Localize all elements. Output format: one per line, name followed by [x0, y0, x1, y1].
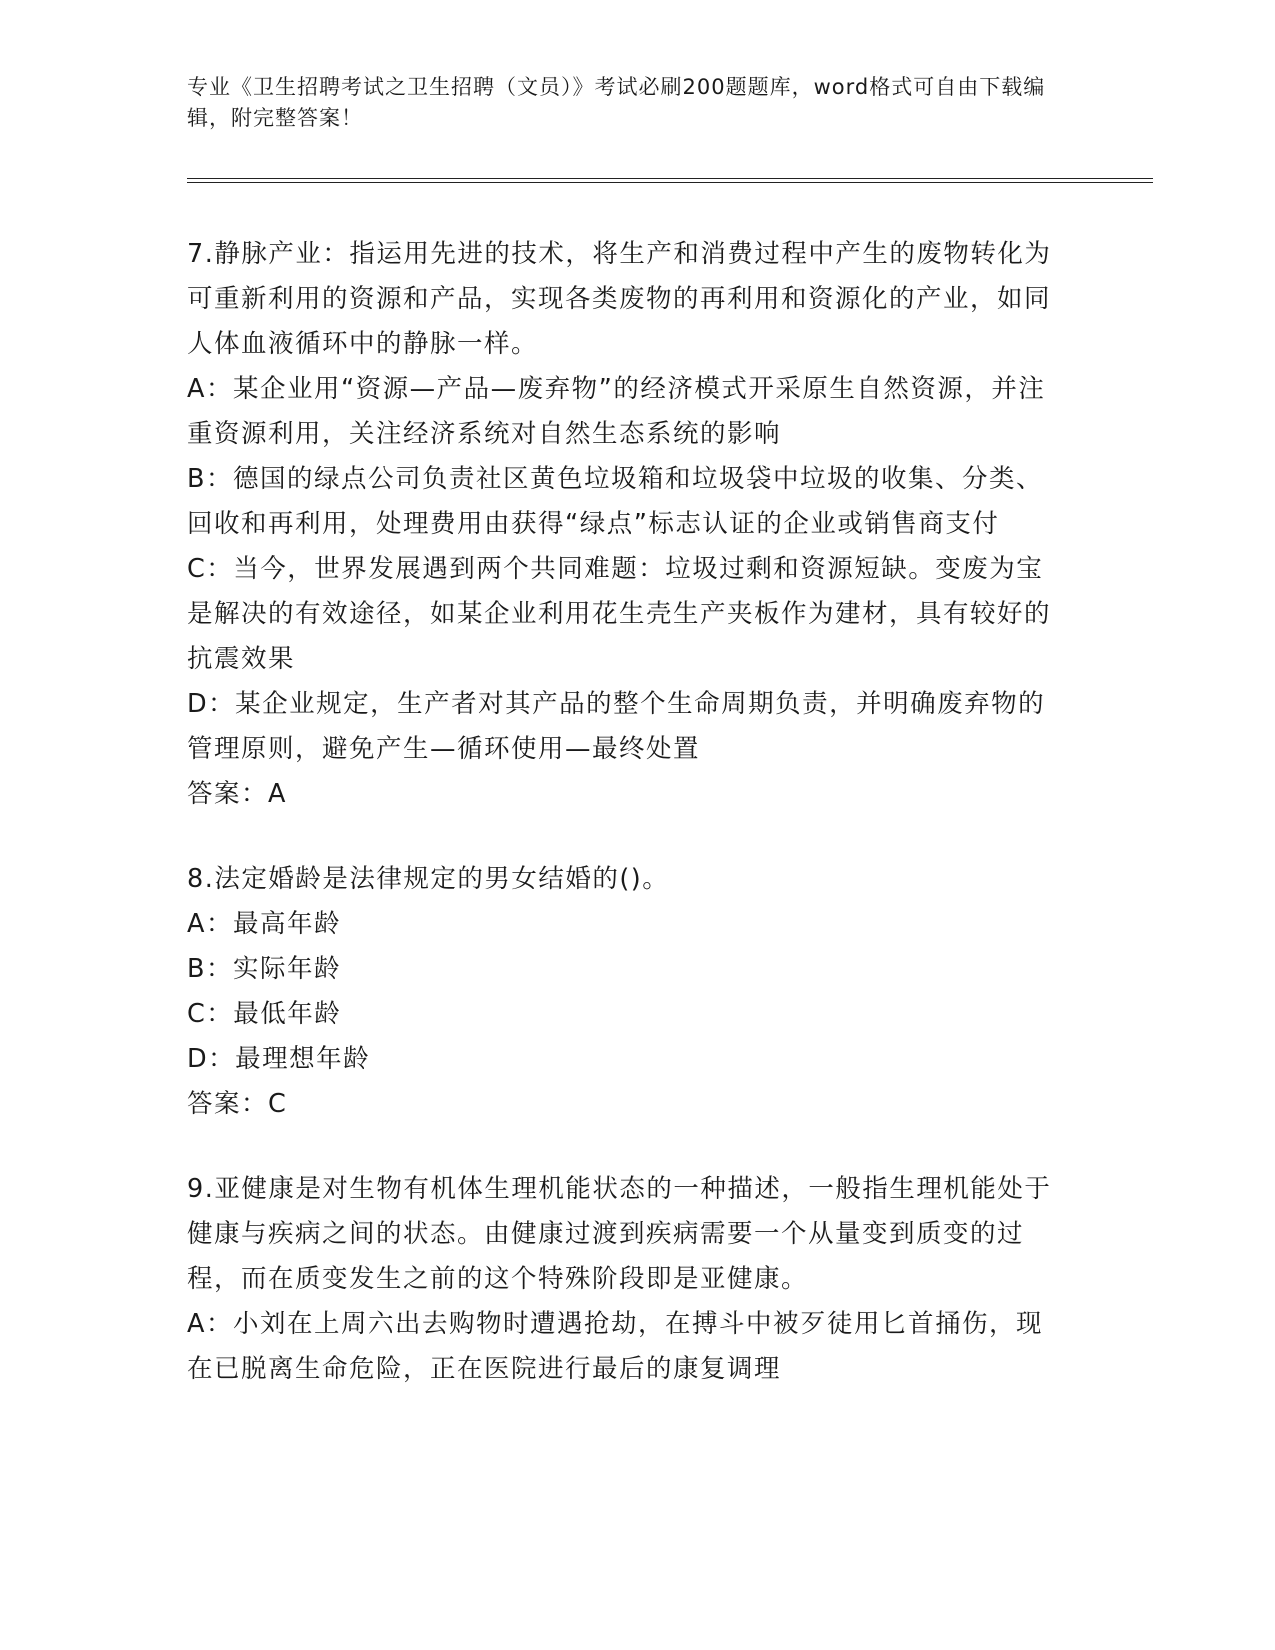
question-stem: 9.亚健康是对生物有机体生理机能状态的一种描述，一般指生理机能处于健康与疾病之间的状态。由健康过渡到疾病需要一个从量变到质变的过程，而在质变发生之前的这个特殊阶段即是亚健康。: [187, 1174, 1052, 1294]
option-a: A：某企业用“资源—产品—废弃物”的经济模式开采原生自然资源，并注重资源利用，关注经济系统对自然生态系统的影响: [187, 374, 1046, 449]
header-divider-top: [187, 178, 1153, 179]
header-divider-bottom: [187, 182, 1153, 183]
option-b: B：实际年龄: [187, 954, 341, 984]
document-header: 专业《卫生招聘考试之卫生招聘（文员）》考试必刷200题题库，word格式可自由下载编辑，附完整答案！: [187, 75, 1046, 130]
question-list: [187, 232, 1067, 1392]
option-c: C：最低年龄: [187, 999, 342, 1029]
option-d: D：最理想年龄: [187, 1044, 371, 1074]
question-stem: 8.法定婚龄是法律规定的男女结婚的()。: [187, 864, 670, 894]
option-d: D：某企业规定，生产者对其产品的整个生命周期负责，并明确废弃物的管理原则，避免产生—循环使用—最终处置: [187, 689, 1046, 764]
question-7: [187, 232, 1067, 817]
question-stem: 7.静脉产业：指运用先进的技术，将生产和消费过程中产生的废物转化为可重新利用的资源和产品，实现各类废物的再利用和资源化的产业，如同人体血液循环中的静脉一样。: [187, 239, 1052, 359]
option-a: A：小刘在上周六出去购物时遭遇抢劫，在搏斗中被歹徒用匕首捅伤，现在已脱离生命危险，正在医院进行最后的康复调理: [187, 1309, 1043, 1384]
option-c: C：当今，世界发展遇到两个共同难题：垃圾过剩和资源短缺。变废为宝是解决的有效途径，如某企业利用花生壳生产夹板作为建材，具有较好的抗震效果: [187, 554, 1052, 674]
answer: 答案：C: [187, 1089, 288, 1119]
answer: 答案：A: [187, 779, 287, 809]
option-b: B：德国的绿点公司负责社区黄色垃圾箱和垃圾袋中垃圾的收集、分类、回收和再利用，处理费用由获得“绿点”标志认证的企业或销售商支付: [187, 464, 1043, 539]
question-8: [187, 857, 1067, 1127]
option-a: A：最高年龄: [187, 909, 341, 939]
question-9: [187, 1167, 1067, 1392]
